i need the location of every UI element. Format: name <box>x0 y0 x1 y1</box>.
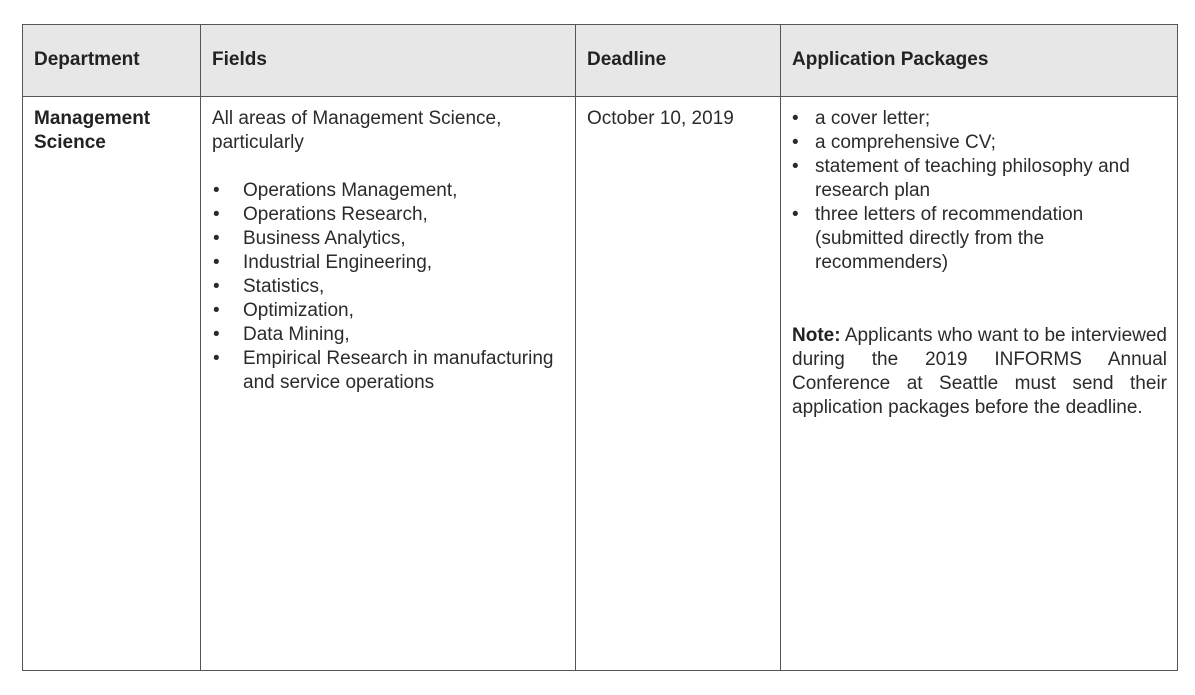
note-text: Applicants who want to be interviewed during the 2019 INFORMS Annual Conference at Seattle must send their application packages before the deadline. <box>792 325 1167 418</box>
list-item <box>792 107 1167 131</box>
list-item <box>792 203 1167 275</box>
bullet-icon: • <box>213 300 220 321</box>
header-department: Department <box>23 25 201 97</box>
field-item-text: Operations Research, <box>243 204 428 225</box>
package-item-text: a comprehensive CV; <box>815 132 996 153</box>
field-item-text: Operations Management, <box>243 180 458 201</box>
header-application-packages: Application Packages <box>781 25 1178 97</box>
package-item-text: a cover letter; <box>815 108 931 129</box>
field-item-text: Empirical Research in manufacturing and service operations <box>243 348 554 393</box>
bullet-icon: • <box>792 132 799 153</box>
note-paragraph <box>792 324 1167 420</box>
deadline-date: October 10, 2019 <box>587 108 734 129</box>
package-item-text: three letters of recommendation (submitted directly from the recommenders) <box>815 204 1084 273</box>
bullet-icon: • <box>213 252 220 273</box>
table-row <box>23 97 1178 671</box>
bullet-icon: • <box>792 108 799 129</box>
deadline-cell <box>576 97 781 671</box>
bullet-icon: • <box>213 348 220 369</box>
header-fields: Fields <box>201 25 576 97</box>
bullet-icon: • <box>213 324 220 345</box>
field-item-text: Statistics, <box>243 276 325 297</box>
list-item <box>212 323 565 347</box>
list-item <box>212 203 565 227</box>
department-name: Management Science <box>34 108 151 153</box>
package-item-text: statement of teaching philosophy and research plan <box>815 156 1130 201</box>
list-item <box>212 347 565 395</box>
bullet-icon: • <box>213 180 220 201</box>
field-item-text: Industrial Engineering, <box>243 252 433 273</box>
fields-intro: All areas of Management Science, particularly <box>212 108 502 153</box>
list-item <box>792 131 1167 155</box>
field-item-text: Data Mining, <box>243 324 350 345</box>
field-item-text: Optimization, <box>243 300 354 321</box>
list-item <box>212 227 565 251</box>
bullet-icon: • <box>792 204 799 225</box>
department-cell <box>23 97 201 671</box>
note-label: Note: <box>792 325 841 346</box>
packages-cell <box>781 97 1178 671</box>
bullet-icon: • <box>213 276 220 297</box>
list-item <box>792 155 1167 203</box>
list-item <box>212 299 565 323</box>
packages-list <box>792 107 1167 275</box>
list-item <box>212 251 565 275</box>
positions-table <box>22 24 1178 671</box>
list-item <box>212 275 565 299</box>
field-item-text: Business Analytics, <box>243 228 406 249</box>
table-header-row <box>23 25 1178 97</box>
fields-list <box>212 179 565 395</box>
fields-cell <box>201 97 576 671</box>
bullet-icon: • <box>213 204 220 225</box>
header-deadline: Deadline <box>576 25 781 97</box>
bullet-icon: • <box>792 156 799 177</box>
list-item <box>212 179 565 203</box>
bullet-icon: • <box>213 228 220 249</box>
